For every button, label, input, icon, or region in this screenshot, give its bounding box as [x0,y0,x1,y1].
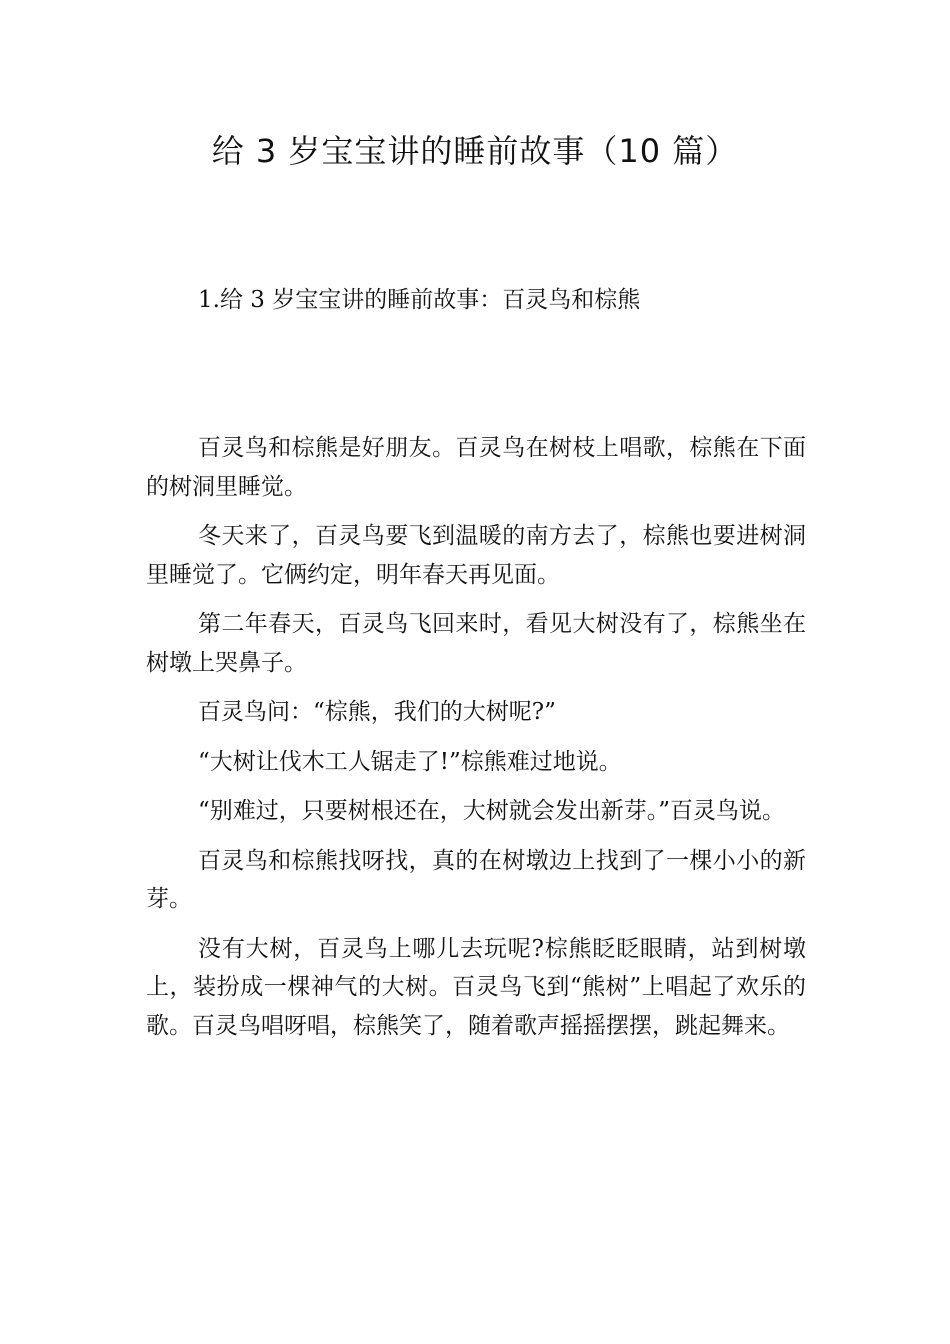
story-paragraph: 百灵鸟和棕熊是好朋友。百灵鸟在树枝上唱歌，棕熊在下面的树洞里睡觉。 [146,435,806,500]
story-body [146,429,806,1056]
story-paragraph: 冬天来了，百灵鸟要飞到温暖的南方去了，棕熊也要进树洞里睡觉了。它俩约定，明年春天再见面。 [146,523,806,588]
story-paragraph: 没有大树，百灵鸟上哪儿去玩呢?棕熊眨眨眼睛，站到树墩上，装扮成一棵神气的大树。百灵鸟飞到“熊树”上唱起了欢乐的歌。百灵鸟唱呀唱，棕熊笑了，随着歌声摇摇摆摆，跳起舞来。 [146,935,806,1039]
section-heading: 1.给 3 岁宝宝讲的睡前故事：百灵鸟和棕熊 [198,287,641,313]
story-paragraph: 百灵鸟和棕熊找呀找，真的在树墩边上找到了一棵小小的新芽。 [146,847,806,912]
story-paragraph: 百灵鸟问：“棕熊，我们的大树呢?” [198,699,556,725]
story-paragraph: “别难过，只要树根还在，大树就会发出新芽。”百灵鸟说。 [198,798,786,824]
story-paragraph: 第二年春天，百灵鸟飞回来时，看见大树没有了，棕熊坐在树墩上哭鼻子。 [146,611,806,676]
document-title: 给 3 岁宝宝讲的睡前故事（10 篇） [211,132,739,170]
story-paragraph: “大树让伐木工人锯走了!”棕熊难过地说。 [198,748,622,775]
